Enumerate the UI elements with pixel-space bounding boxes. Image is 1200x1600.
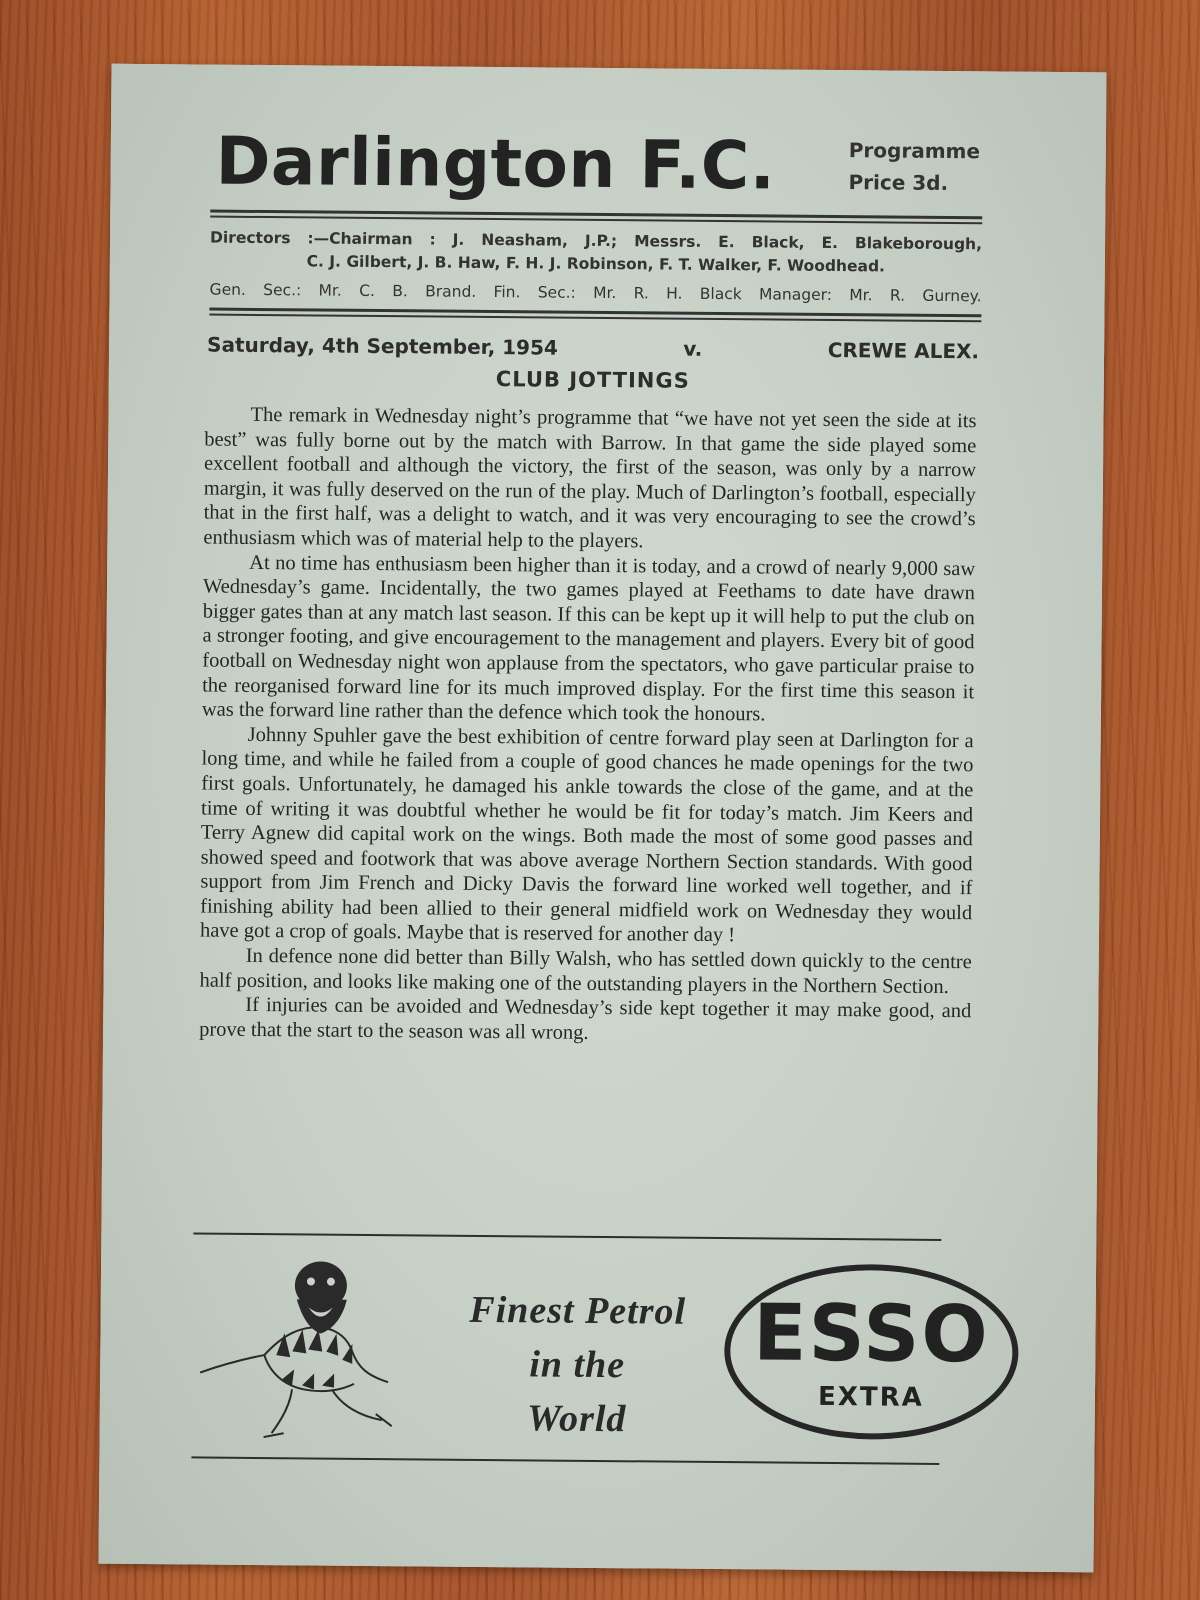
tiger-icon [192,1254,404,1446]
esso-wordmark: ESSO [752,1288,991,1381]
article-paragraph: If injuries can be avoided and Wednesday’s side kept together it may make good, and prove that the start to the season was all wrong. [199,994,972,1044]
match-date: Saturday, 4th September, 1954 [207,332,558,360]
article-body [199,403,977,1049]
esso-advert [192,1242,991,1449]
advert-rule-top [193,1232,941,1241]
match-line [207,333,979,364]
esso-extra-label: EXTRA [817,1381,924,1413]
match-versus: v. [683,336,703,361]
slogan-line-1: Finest Petrol [469,1288,687,1333]
article-paragraph: Johnny Spuhler gave the best exhibition of centre forward play seen at Darlington for a long time, and while he failed from a couple of good chances he made openings for the two first goals. Unfortunately, he damaged his ankle towards the close of the game, and at the time of writing it was doubtful whether he would be fit for today’s match. Jim Keers and Terry Agnew did capital work on the wings. Both made the most of some good passes and showed speed and footwork that was above average Northern Section standards. With good support from Jim French and Dicky Davis the forward line worked well together, and if finishing ability had been allied to their general midfield work on Wednesday they would have got a crop of goals. Maybe that is reserved for another day ! [199,723,974,947]
price-label: Price 3d. [848,170,949,195]
directors-line-2: C. J. Gilbert, J. B. Haw, F. H. J. Robinson, F. T. Walker, F. Woodhead. [306,252,886,276]
slogan-line-3: World [526,1397,627,1441]
programme-price [848,134,1009,199]
double-rule-top [210,210,982,220]
directors-line-1: Directors :—Chairman : J. Neasham, J.P.; Messrs. E. Black, E. Blakeborough, [209,228,983,254]
double-rule-bottom [209,308,981,318]
club-title: Darlington F.C. [215,122,776,205]
advert-slogan [447,1283,708,1447]
programme-label: Programme [848,138,981,164]
esso-logo [724,1263,1020,1441]
advert-rule-bottom [191,1456,939,1465]
article-paragraph: In defence none did better than Billy Walsh, who has settled down quickly to the centre half position, and looks like making one of the outstanding players in the Northern Section. [199,944,972,998]
article-title: CLUB JOTTINGS [495,367,690,393]
programme-sheet [98,64,1106,1573]
article-paragraph: The remark in Wednesday night’s programme that “we have not yet seen the side at its best” was fully borne out by the match with Barrow. In that game the side played some excellent football and although the victory, the first of the season, was only by a narrow margin, it was fully deserved on the run of the play. Much of Darlington’s football, especially that in the first half, was a delight to watch, and it was very encouraging to see the crowd’s enthusiasm which was of material help to the players. [203,403,977,553]
match-opponent: CREWE ALEX. [827,337,980,364]
staff-line: Gen. Sec.: Mr. C. B. Brand. Fin. Sec.: Mr. R. H. Black Manager: Mr. R. Gurney. [209,280,982,306]
officials-block [209,227,982,309]
slogan-line-2: in the [529,1343,626,1387]
article-paragraph: At no time has enthusiasm been higher than it is today, and a crowd of nearly 9,000 saw Wednesday’s game. Incidentally, the two games played at Feethams to date have drawn bigger gates than at any match last season. If this can be kept up it will help to put the club on a stronger footing, and give encouragement to the management and players. Every bit of good football on Wednesday night won applause from the spectators, who gave particular praise to the reorganised forward line for its much improved display. For the first time this season it was the forward line rather than the defence which took the honours. [201,551,976,726]
